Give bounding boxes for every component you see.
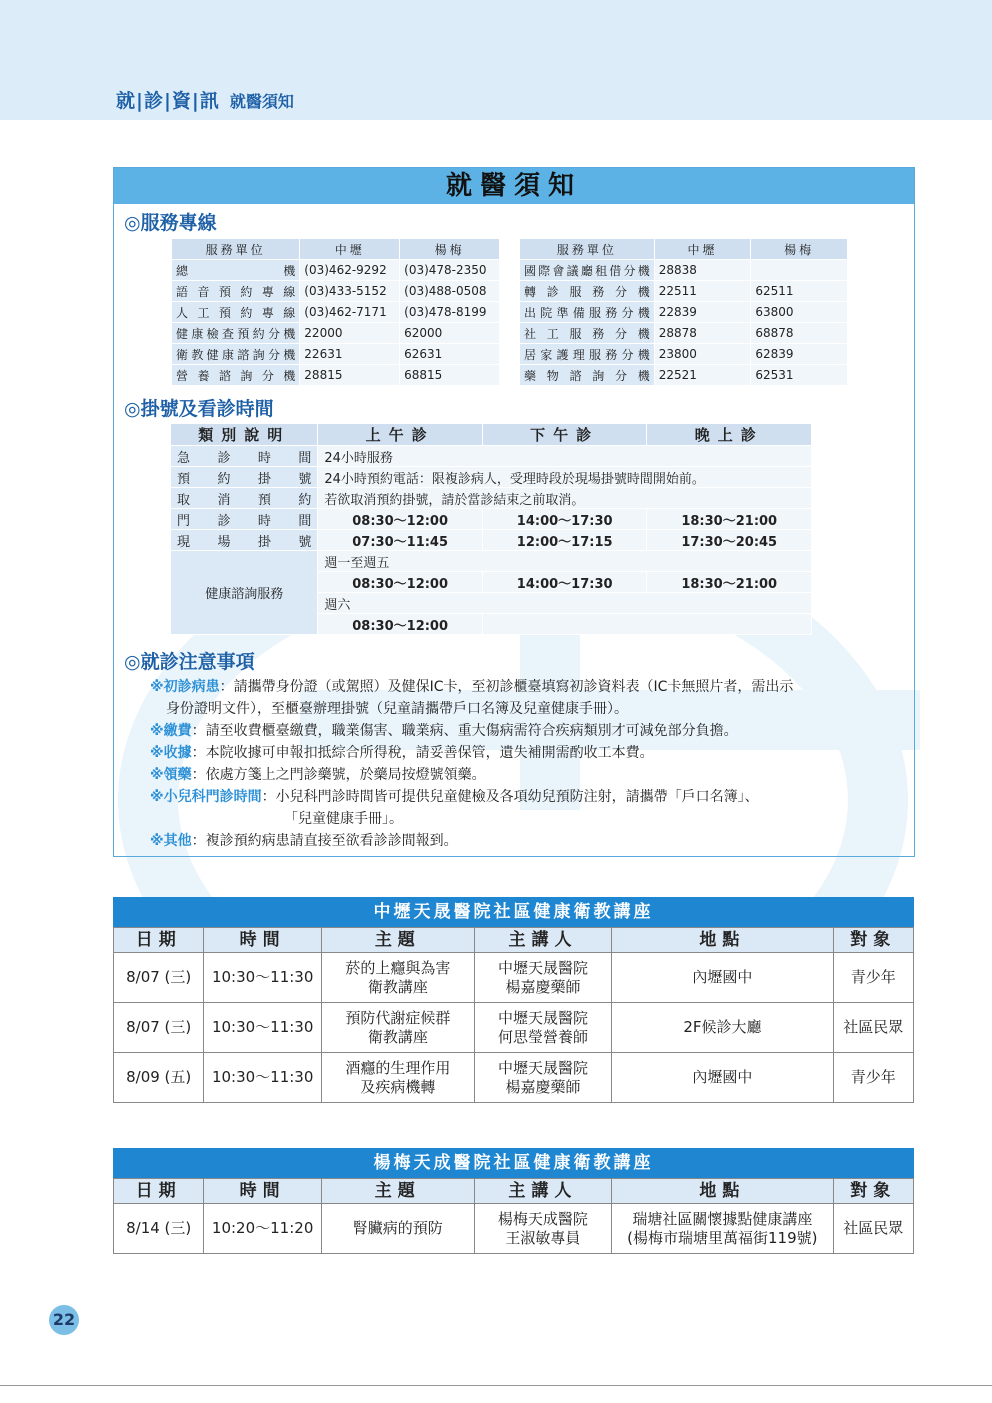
lecture-topic	[321, 1053, 474, 1103]
lecture-speaker-hospital: 中壢天晟醫院	[497, 1008, 588, 1027]
lecture-col-header: 對象	[833, 928, 913, 953]
row-label: 預約掛號	[171, 467, 318, 488]
lecture-col-header: 主題	[321, 928, 474, 953]
lecture-col-header: 主題	[321, 1179, 474, 1204]
note-key: ※初診病患	[150, 679, 220, 695]
service-zhongli: 22000	[300, 323, 400, 344]
empty-cell	[482, 614, 811, 635]
lecture-date: 8/14 (三)	[114, 1204, 204, 1254]
row-label: 門診時間	[171, 509, 318, 530]
lecture-location	[612, 953, 833, 1003]
col-evening: 晚上診	[647, 424, 812, 446]
service-unit: 藥物諮詢分機	[520, 365, 655, 386]
service-col-header: 服務單位	[172, 239, 300, 260]
weekday-label: 週一至週五	[318, 551, 812, 572]
lecture-topic-line1: 預防代謝症候群	[345, 1008, 451, 1027]
clinic-hours-heading: ◎掛號及看診時間	[124, 398, 274, 420]
lecture-table-yangmei	[113, 1178, 914, 1254]
lecture-topic-line1: 酒癮的生理作用	[345, 1058, 451, 1077]
service-row	[520, 344, 848, 365]
lecture-topic-line2: 衛教講座	[367, 1027, 428, 1046]
col-category: 類別說明	[171, 424, 318, 446]
service-unit: 國際會議廳租借分機	[520, 260, 655, 281]
service-row	[172, 302, 500, 323]
lecture-col-header: 時間	[204, 928, 322, 953]
service-table-left	[171, 238, 500, 386]
notes-heading: ◎就診注意事項	[124, 651, 255, 673]
time-cell: 08:30～12:00	[318, 509, 483, 530]
lecture-topic-line2: 衛教講座	[367, 977, 428, 996]
header-section: 就|診|資|訊	[116, 90, 220, 112]
lecture-speaker-name: 楊嘉慶藥師	[505, 977, 581, 996]
note-item	[150, 742, 910, 764]
lecture-speaker-hospital: 中壢天晟醫院	[497, 958, 588, 977]
time-cell: 17:30～20:45	[647, 530, 812, 551]
service-row	[520, 323, 848, 344]
service-yangmei: 62631	[400, 344, 500, 365]
bottom-rule	[0, 1385, 992, 1386]
lecture-topic	[321, 953, 474, 1003]
lecture-audience: 社區民眾	[833, 1204, 913, 1254]
service-unit: 人工預約專線	[172, 302, 300, 323]
lecture-speaker	[474, 953, 612, 1003]
lecture-topic-line1: 腎臟病的預防	[352, 1219, 443, 1237]
time-cell: 12:00～17:15	[482, 530, 647, 551]
note-text: ：依處方箋上之門診藥號，於藥局按燈號領藥。	[191, 767, 486, 783]
service-row	[172, 323, 500, 344]
service-zhongli: (03)462-9292	[300, 260, 400, 281]
lecture-audience: 青少年	[833, 1053, 913, 1103]
lecture-topic	[321, 1204, 474, 1254]
lecture-speaker-hospital: 楊梅天成醫院	[497, 1209, 588, 1228]
col-morning: 上午診	[318, 424, 483, 446]
note-text: ：請至收費櫃臺繳費，職業傷害、職業病、重大傷病需符合疾病類別才可減免部分負擔。	[191, 723, 738, 739]
lecture-time: 10:30～11:30	[204, 1053, 322, 1103]
lecture-location-line1: 瑞塘社區關懷據點健康講座	[632, 1209, 813, 1228]
service-row	[172, 344, 500, 365]
note-item	[150, 830, 910, 852]
lecture-date: 8/07 (三)	[114, 1003, 204, 1053]
row-label: 急診時間	[171, 446, 318, 467]
saturday-label: 週六	[318, 593, 812, 614]
note-key: ※繳費	[150, 723, 192, 739]
service-yangmei: (03)478-2350	[400, 260, 500, 281]
lecture-col-header: 主講人	[474, 1179, 611, 1204]
service-yangmei: 62839	[751, 344, 848, 365]
time-cell: 07:30～11:45	[318, 530, 483, 551]
row-value: 24小時預約電話：限複診病人，受理時段於現場掛號時間開始前。	[318, 467, 812, 488]
col-afternoon: 下午診	[482, 424, 647, 446]
service-zhongli: (03)433-5152	[300, 281, 400, 302]
service-zhongli: 28838	[654, 260, 751, 281]
row-label: 取消預約	[171, 488, 318, 509]
page-header	[116, 86, 294, 113]
lecture-title-yangmei: 楊梅天成醫院社區健康衛教講座	[113, 1148, 914, 1178]
note-key: ※其他	[150, 833, 192, 849]
row-value: 若欲取消預約掛號，請於當診結束之前取消。	[318, 488, 812, 509]
lecture-col-header: 地點	[612, 1179, 834, 1204]
service-zhongli: 23800	[654, 344, 751, 365]
notes-list	[150, 676, 910, 852]
header-subtitle: 就醫須知	[229, 92, 294, 111]
service-col-header: 中壢	[300, 239, 400, 260]
lecture-col-header: 時間	[204, 1179, 322, 1204]
health-service-label: 健康諮詢服務	[171, 551, 318, 635]
service-row	[520, 260, 848, 281]
note-continuation: 身份證明文件），至櫃臺辦理掛號（兒童請攜帶戶口名簿及兒童健康手冊）。	[166, 701, 628, 717]
lecture-col-header: 地點	[612, 928, 833, 953]
lecture-row	[114, 1003, 914, 1053]
service-zhongli: 28815	[300, 365, 400, 386]
service-yangmei: 62511	[751, 281, 848, 302]
service-unit: 營養諮詢分機	[172, 365, 300, 386]
lecture-col-header: 日期	[114, 1179, 204, 1204]
page-number: 22	[49, 1305, 79, 1335]
lecture-time: 10:30～11:30	[204, 1003, 322, 1053]
lecture-speaker-hospital: 中壢天晟醫院	[497, 1058, 588, 1077]
lecture-time: 10:30～11:30	[204, 953, 322, 1003]
lecture-speaker-name: 王淑敏專員	[505, 1228, 581, 1247]
lecture-location-line1: 2F候診大廳	[683, 1018, 762, 1036]
lecture-audience: 青少年	[833, 953, 913, 1003]
time-cell: 18:30～21:00	[647, 509, 812, 530]
time-cell: 14:00～17:30	[482, 572, 647, 593]
time-cell: 14:00～17:30	[482, 509, 647, 530]
lecture-location-line1: 內壢國中	[692, 1068, 753, 1086]
service-heading: ◎服務專線	[124, 212, 217, 234]
service-yangmei: 62531	[751, 365, 848, 386]
lecture-row	[114, 1053, 914, 1103]
lecture-topic-line1: 菸的上癮與為害	[345, 958, 451, 977]
lecture-speaker	[474, 1204, 611, 1254]
service-row	[520, 281, 848, 302]
service-yangmei: 63800	[751, 302, 848, 323]
lecture-audience: 社區民眾	[833, 1003, 913, 1053]
lecture-speaker	[474, 1003, 612, 1053]
service-yangmei: 68878	[751, 323, 848, 344]
service-table-right	[519, 238, 848, 386]
service-col-header: 楊梅	[751, 239, 848, 260]
service-row	[520, 302, 848, 323]
lecture-date: 8/09 (五)	[114, 1053, 204, 1103]
lecture-date: 8/07 (三)	[114, 953, 204, 1003]
service-unit: 社工服務分機	[520, 323, 655, 344]
service-yangmei: 68815	[400, 365, 500, 386]
service-zhongli: 28878	[654, 323, 751, 344]
row-label: 現場掛號	[171, 530, 318, 551]
lecture-topic	[321, 1003, 474, 1053]
service-col-header: 楊梅	[400, 239, 500, 260]
note-text: ：本院收據可申報扣抵綜合所得稅，請妥善保管，遺失補開需酌收工本費。	[191, 745, 654, 761]
service-unit: 居家護理服務分機	[520, 344, 655, 365]
lecture-location-line1: 內壢國中	[692, 968, 753, 986]
service-row	[172, 281, 500, 302]
service-unit: 衛教健康諮詢分機	[172, 344, 300, 365]
note-item	[150, 764, 910, 786]
lecture-title-zhongli: 中壢天晟醫院社區健康衛教講座	[113, 897, 914, 927]
service-zhongli: 22511	[654, 281, 751, 302]
lecture-row	[114, 953, 914, 1003]
service-yangmei: (03)488-0508	[400, 281, 500, 302]
note-text: ：請攜帶身份證（或駕照）及健保IC卡，至初診櫃臺填寫初診資料表（IC卡無照片者，需出示	[219, 679, 794, 695]
service-unit: 總機	[172, 260, 300, 281]
lecture-speaker-name: 何思瑩營養師	[497, 1027, 588, 1046]
service-zhongli: 22631	[300, 344, 400, 365]
lecture-location	[612, 1204, 834, 1254]
service-unit: 語音預約專線	[172, 281, 300, 302]
lecture-location	[612, 1053, 833, 1103]
lecture-speaker	[474, 1053, 612, 1103]
service-unit: 出院準備服務分機	[520, 302, 655, 323]
note-key: ※領藥	[150, 767, 192, 783]
service-yangmei: 62000	[400, 323, 500, 344]
service-zhongli: (03)462-7171	[300, 302, 400, 323]
note-item	[150, 786, 910, 808]
lecture-col-header: 日期	[114, 928, 204, 953]
note-continuation: 「兒童健康手冊」。	[284, 811, 403, 827]
service-zhongli: 22521	[654, 365, 751, 386]
note-key: ※收據	[150, 745, 192, 761]
note-text: ：複診預約病患請直接至欲看診診間報到。	[191, 833, 458, 849]
service-col-header: 服務單位	[520, 239, 655, 260]
note-text: ：小兒科門診時間皆可提供兒童健檢及各項幼兒預防注射，請攜帶「戶口名簿」、	[261, 789, 759, 805]
lecture-table-zhongli	[113, 927, 914, 1103]
service-zhongli: 22839	[654, 302, 751, 323]
time-cell: 18:30～21:00	[647, 572, 812, 593]
clinic-hours-table	[170, 423, 812, 635]
time-cell: 08:30～12:00	[318, 572, 483, 593]
lecture-time: 10:20～11:20	[204, 1204, 322, 1254]
note-item	[150, 676, 910, 698]
service-unit: 轉診服務分機	[520, 281, 655, 302]
service-unit: 健康檢查預約分機	[172, 323, 300, 344]
lecture-speaker-name: 楊嘉慶藥師	[505, 1077, 581, 1096]
note-key: ※小兒科門診時間	[150, 789, 262, 805]
service-yangmei	[751, 260, 848, 281]
service-col-header: 中壢	[654, 239, 751, 260]
note-item	[150, 720, 910, 742]
time-cell: 08:30～12:00	[318, 614, 483, 635]
lecture-location-line2: (楊梅市瑞塘里萬福街119號)	[627, 1228, 818, 1247]
service-row	[172, 365, 500, 386]
lecture-location	[612, 1003, 833, 1053]
main-title: 就醫須知	[114, 168, 914, 204]
lecture-col-header: 主講人	[474, 928, 612, 953]
row-value: 24小時服務	[318, 446, 812, 467]
service-row	[520, 365, 848, 386]
lecture-topic-line2: 及疾病機轉	[360, 1077, 436, 1096]
service-yangmei: (03)478-8199	[400, 302, 500, 323]
lecture-row	[114, 1204, 914, 1254]
service-row	[172, 260, 500, 281]
lecture-col-header: 對象	[833, 1179, 913, 1204]
